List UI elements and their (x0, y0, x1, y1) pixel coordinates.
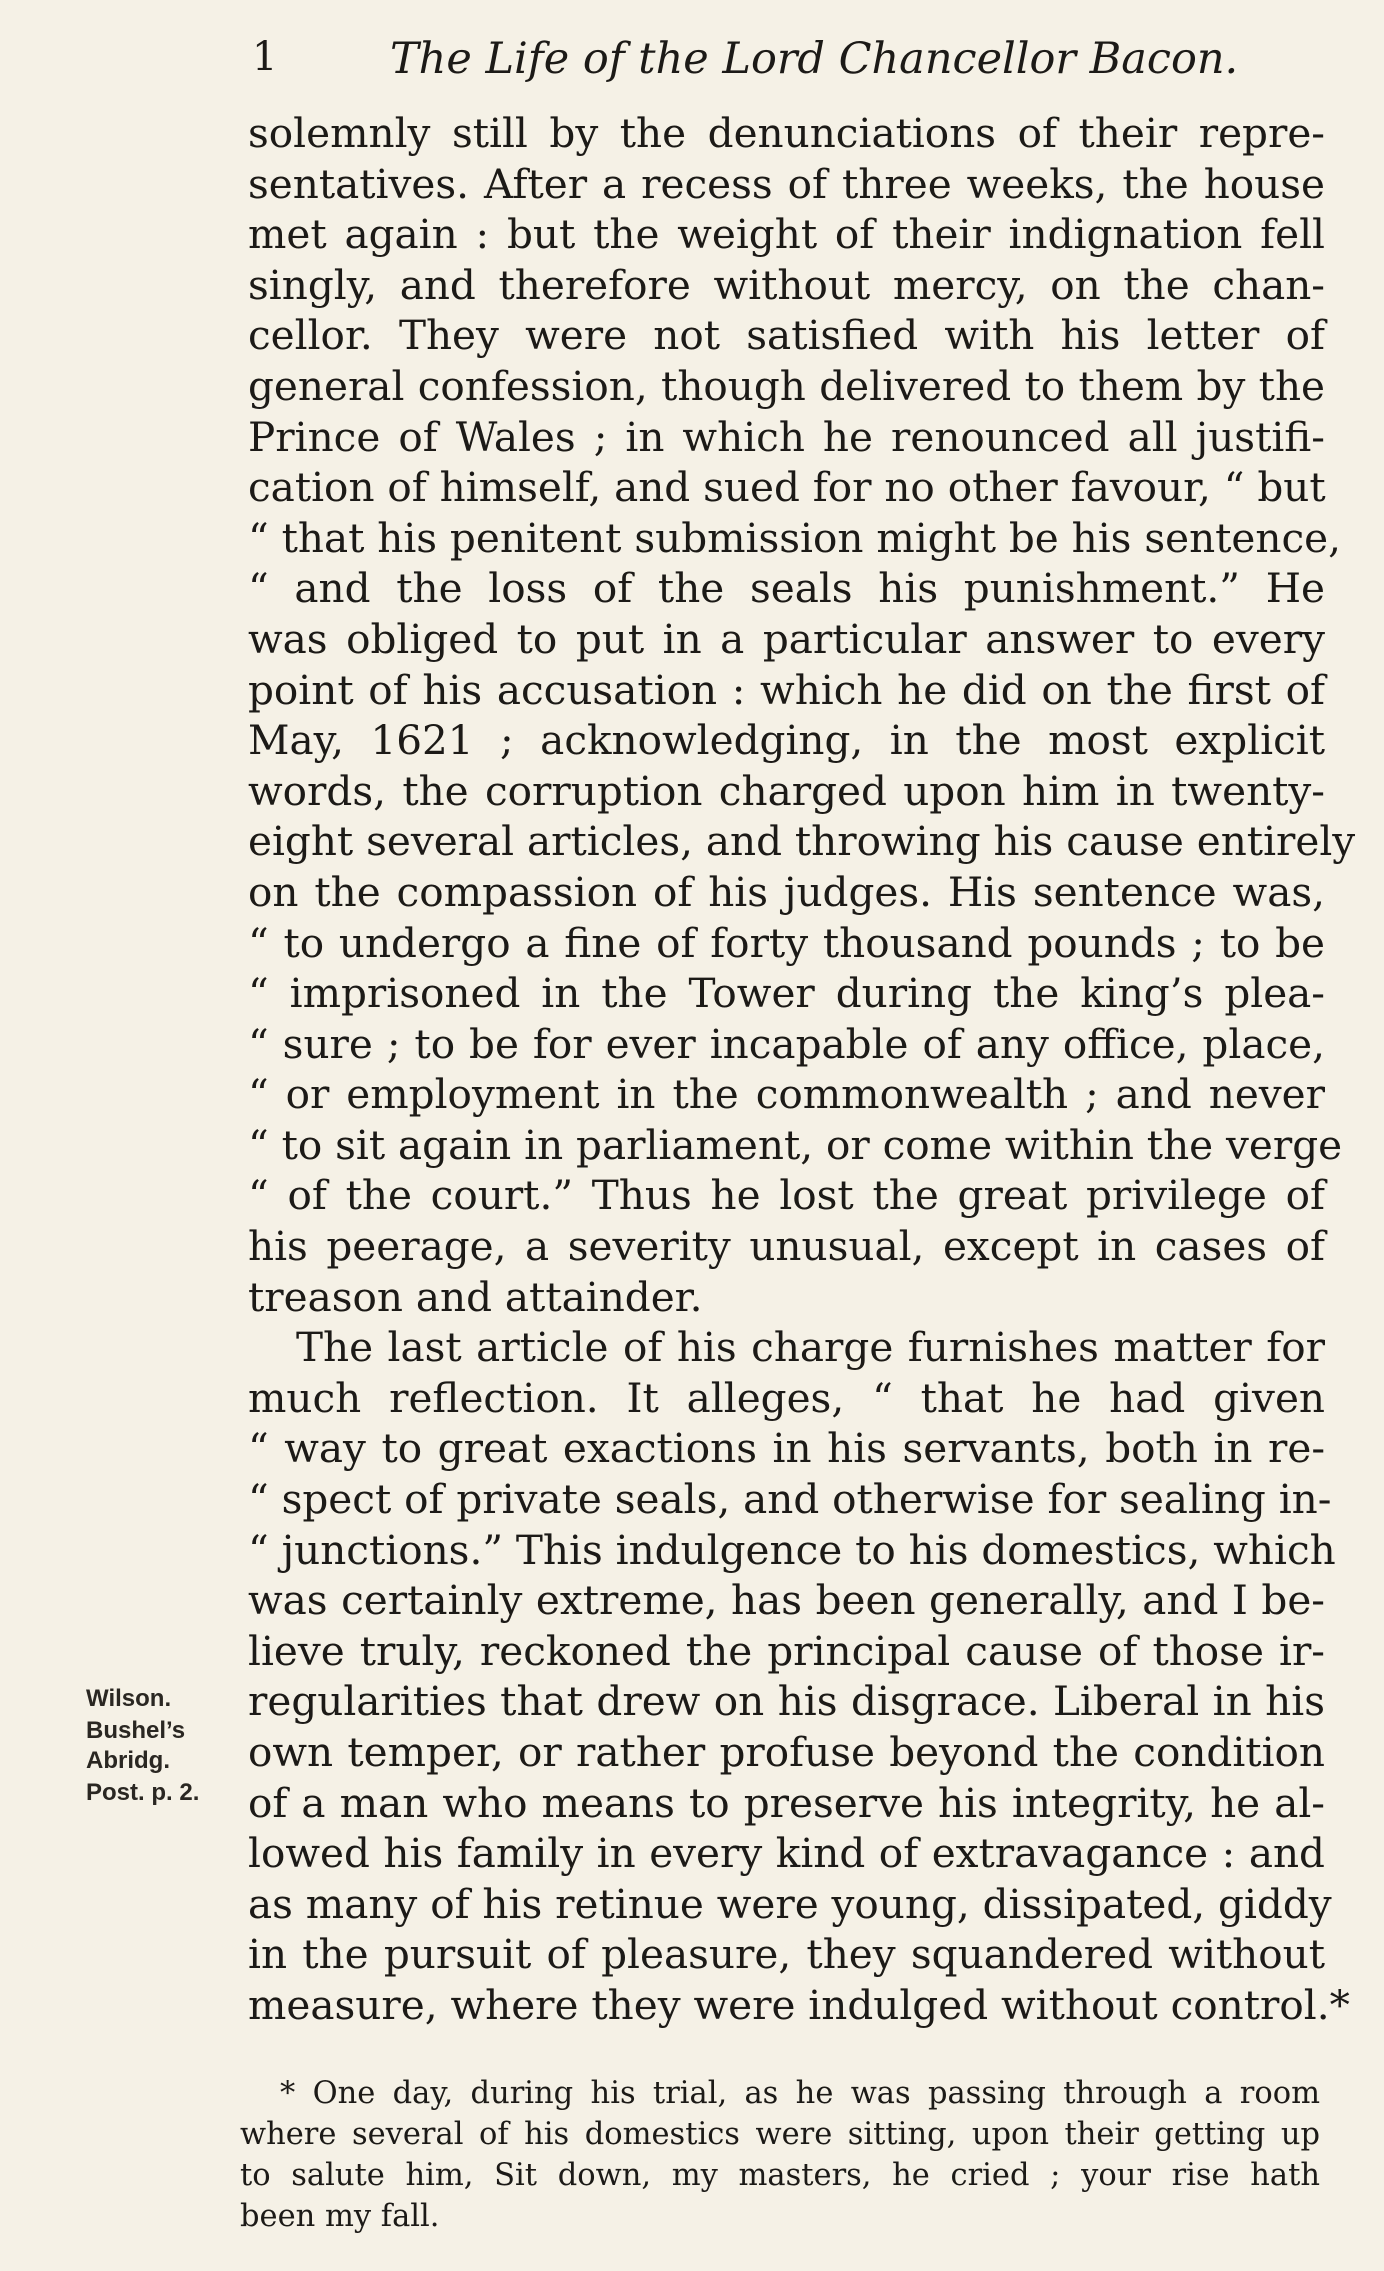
text-line: “ to undergo a fine of forty thousand pounds ; to be (248, 918, 1325, 967)
text-line: cellor. They were not satisfied with his letter of (248, 311, 1325, 360)
footnote-line: to salute him, Sit down, my masters, he cried ; your rise hath (240, 2158, 1320, 2193)
text-line: regularities that drew on his disgrace. Liberal in his (248, 1677, 1325, 1726)
text-line: “ to sit again in parliament, or come within the verge (248, 1120, 1343, 1169)
text-line: was certainly extreme, has been generally, and I be- (248, 1576, 1325, 1625)
text-line: May, 1621 ; acknowledging, in the most explicit (248, 716, 1325, 765)
margin-note-line: Abridg. (86, 1747, 170, 1774)
text-line: general confession, though delivered to them by the (248, 361, 1325, 410)
paragraph-start-line: The last article of his charge furnishes matter for (296, 1323, 1325, 1372)
page-number: 1 (252, 34, 278, 80)
text-line: met again : but the weight of their indignation fell (248, 210, 1325, 259)
text-line: cation of himself, and sued for no other favour, “ but (248, 463, 1326, 512)
text-line: lowed his family in every kind of extravagance : and (248, 1829, 1325, 1878)
margin-note-line: Bushel’s (86, 1717, 186, 1744)
footnote-line: been my fall. (240, 2199, 440, 2234)
text-line: as many of his retinue were young, dissipated, giddy (248, 1879, 1332, 1928)
text-line: was obliged to put in a particular answer to every (248, 614, 1325, 663)
footnote-line: * One day, during his trial, as he was passing through a room (280, 2076, 1320, 2111)
text-line: “ way to great exactions in his servants, both in re- (248, 1424, 1325, 1473)
text-line: on the compassion of his judges. His sentence was, (248, 867, 1325, 916)
text-line: “ that his penitent submission might be his sentence, (248, 513, 1342, 562)
text-line: own temper, or rather profuse beyond the condition (248, 1728, 1325, 1776)
footnote (240, 2073, 1320, 2237)
text-line: much reflection. It alleges, “ that he had given (248, 1373, 1325, 1422)
text-line: sentatives. After a recess of three weeks, the house (248, 159, 1325, 208)
margin-note-line: Wilson. (86, 1685, 172, 1712)
margin-note (86, 1684, 246, 1808)
text-line: eight several articles, and throwing his cause entirely (248, 817, 1356, 866)
paragraph-end-line: measure, where they were indulged without control.* (248, 1980, 1350, 2029)
text-line: “ and the loss of the seals his punishment.” He (248, 564, 1325, 613)
text-line: solemnly still by the denunciations of their repre- (248, 109, 1325, 157)
text-line: point of his accusation : which he did on the first of (248, 665, 1325, 714)
footnote-line: where several of his domestics were sitting, upon their getting up (240, 2117, 1320, 2152)
text-line: “ junctions.” This indulgence to his domestics, which (248, 1525, 1336, 1574)
paragraph-end-line: treason and attainder. (248, 1272, 703, 1321)
text-line: words, the corruption charged upon him in twenty- (248, 766, 1325, 815)
text-line: lieve truly, reckoned the principal cause of those ir- (248, 1626, 1325, 1675)
text-line: of a man who means to preserve his integrity, he al- (248, 1778, 1325, 1827)
main-text (248, 108, 1356, 2031)
text-line: his peerage, a severity unusual, except in cases of (248, 1222, 1325, 1271)
text-line: Prince of Wales ; in which he renounced all justifi- (248, 412, 1325, 461)
text-line: “ or employment in the commonwealth ; and never (248, 1070, 1325, 1119)
margin-note-line: Post. p. 2. (86, 1779, 200, 1806)
text-line: singly, and therefore without mercy, on the chan- (248, 260, 1325, 309)
text-line: “ of the court.” Thus he lost the great privilege of (248, 1171, 1325, 1220)
text-line: in the pursuit of pleasure, they squandered without (248, 1930, 1325, 1979)
text-line: “ imprisoned in the Tower during the king’s plea- (248, 969, 1325, 1018)
page-header (248, 30, 1248, 94)
text-line: “ sure ; to be for ever incapable of any office, place, (248, 1019, 1325, 1068)
text-line: “ spect of private seals, and otherwise for sealing in- (248, 1475, 1332, 1524)
running-title: The Life of the Lord Chancellor Bacon. (390, 34, 1239, 84)
